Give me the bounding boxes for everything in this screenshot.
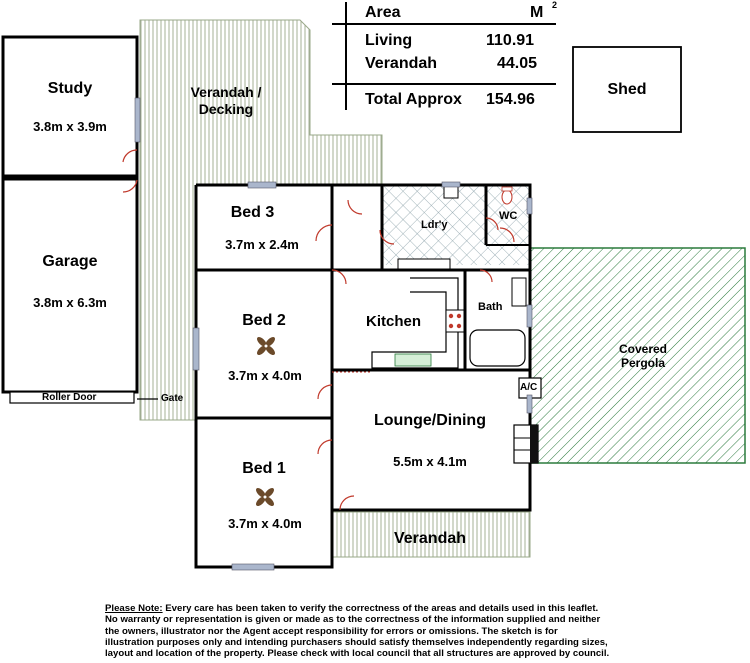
toilet-icon (502, 190, 512, 204)
note-line: No warranty or representation is given or made as to the correctness of the information supplied and neither (105, 614, 601, 626)
bed3-dims: 3.7m x 2.4m (225, 237, 299, 252)
bed1-window (232, 564, 274, 570)
area-row-value: 44.05 (497, 55, 538, 72)
shed-label: Shed (607, 81, 647, 98)
verandah-decking-label-line2: Decking (198, 101, 254, 117)
stove (446, 310, 464, 332)
kitchen-sink (395, 354, 431, 366)
area-row-label: Living (365, 32, 413, 49)
bed1-label: Bed 1 (242, 460, 286, 477)
ceiling-fan-icon (254, 486, 275, 507)
bed1-dims: 3.7m x 4.0m (228, 516, 302, 531)
bed3-window (248, 182, 276, 188)
lounge-label: Lounge/Dining (374, 412, 486, 429)
area-row-label: Verandah (365, 55, 438, 72)
area-row-value: 110.91 (486, 32, 535, 49)
roller-door-label: Roller Door (42, 392, 97, 403)
lounge-dims: 5.5m x 4.1m (393, 454, 467, 469)
garage-label: Garage (42, 253, 98, 270)
note-line: layout and location of the property. Please check with local council that all structures are approved by council. (105, 648, 610, 660)
bed3-label: Bed 3 (230, 204, 275, 221)
laundry-label: Ldr'y (421, 219, 448, 231)
note-line: illustration purposes only and intending purchasers should satisfy themselves independently regarding sizes, (105, 636, 608, 648)
kitchen-label: Kitchen (366, 313, 422, 330)
bathtub (470, 330, 525, 366)
study-walls (3, 37, 137, 176)
verandah-decking-label-line1: Verandah / (190, 84, 262, 100)
study-label: Study (47, 80, 93, 97)
bed2-dims: 3.7m x 4.0m (228, 368, 302, 383)
area-header-unit-power: 2 (552, 0, 558, 10)
wc-window (527, 198, 532, 214)
ac-label: A/C (520, 382, 538, 393)
front-verandah-label: Verandah (393, 530, 467, 547)
study-window (135, 98, 140, 142)
area-header-unit: M (530, 4, 544, 21)
gate-label: Gate (161, 393, 184, 404)
bath-window (527, 305, 532, 327)
note-line: Every care has been taken to verify the correctness of the areas and details used in this leaflet. (165, 603, 599, 614)
ceiling-fan-icon (255, 335, 276, 356)
bath-label: Bath (478, 301, 503, 313)
disclaimer-note (105, 603, 645, 659)
bed2-window (193, 328, 199, 370)
area-header-label: Area (365, 4, 401, 21)
wc-label: WC (499, 210, 518, 222)
ac-window (527, 395, 532, 413)
study-dims: 3.8m x 3.9m (33, 119, 107, 134)
laundry-bench (398, 259, 450, 269)
pergola-label-line1: Covered (618, 342, 668, 356)
bath-vanity (512, 278, 526, 306)
garage-dims: 3.8m x 6.3m (33, 295, 107, 310)
note-line: the owners, illustrator nor the Agent accept responsibility for errors or omissions. The sketch is for (105, 625, 558, 637)
area-total-value: 154.96 (486, 91, 535, 108)
bed2-label: Bed 2 (242, 312, 286, 329)
area-total-label: Total Approx (365, 91, 462, 108)
note-heading: Please Note: (105, 603, 163, 614)
pergola-label-line2: Pergola (620, 356, 665, 370)
garage-walls (3, 179, 137, 392)
laundry-window (442, 182, 460, 187)
